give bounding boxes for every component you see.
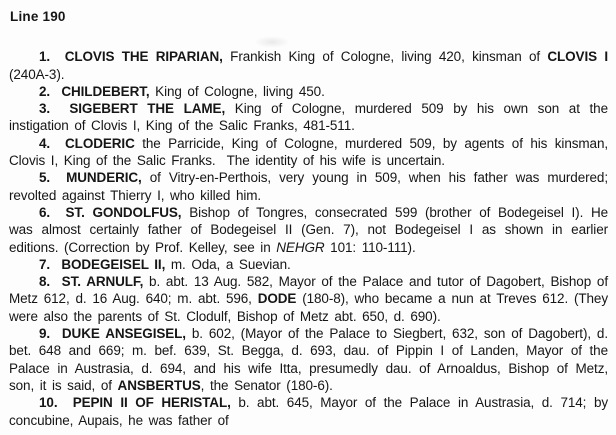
text-run-bold: 7. BODEGEISEL II,: [39, 256, 166, 272]
text-run-normal: (240A-3).: [9, 66, 65, 82]
text-run-normal: b. 602, (Mayor of the Palace to Siegbert, 632, son of Dagobert), d. bet. 648 and 669; m. bef. 639, St. Begga, d. 693, dau. of Pippin I of Landen, Mayor of the Palace in Austrasia, d. 694, and his wife Itta, presumedly dau. of Arnoaldus, Bishop of Metz, son, it is said, of: [9, 326, 608, 393]
text-run-normal: of Vitry-en-Perthois, very young in 509, when his father was murdered; revolted against Thierry I, who killed him.: [9, 170, 608, 203]
text-run-bold: 1. CLOVIS THE RIPARIAN,: [39, 49, 223, 65]
text-run-normal: Bishop of Tongres, consecrated 599 (brother of Bodegeisel I). He was almost certainly father of Bodegeisel II (Gen. 7), not Bodegeisel I as shown in earlier editions. (Correction by Prof. Kelley, see in: [9, 204, 609, 255]
text-run-normal: Frankish King of Cologne, living 420, kinsman of: [222, 49, 548, 65]
text-run-italic: NEHGR: [276, 239, 325, 255]
text-run-bold: DODE: [257, 291, 297, 307]
text-run-bold: ANSBERTUS: [117, 377, 201, 393]
text-run-bold: 4. CLODERIC: [39, 135, 135, 151]
paragraph-10: [9, 394, 608, 429]
paragraph-5: [9, 169, 608, 204]
text-run-bold: 3. SIGEBERT THE LAME,: [39, 101, 226, 117]
text-run-bold: 10. PEPIN II OF HERISTAL,: [39, 395, 231, 411]
text-run-normal: (180-8), who became a nun at Treves 612. (They were also the parents of St. Clodulf, Bishop of Metz abt. 650, d. 690).: [9, 291, 608, 324]
paragraph-4: [9, 135, 608, 170]
text-run-normal: King of Cologne, murdered 509 by his own son at the instigation of Clovis I, King of the Salic Franks, 481-511.: [9, 101, 608, 134]
text-run-normal: m. Oda, a Suevian.: [165, 256, 291, 272]
text-run-normal: , the Senator (180-6).: [200, 377, 333, 393]
text-run-normal: the Parricide, King of Cologne, murdered 509, by agents of his kinsman, Clovis I, King of the Salic Franks. The identity of his wife is uncertain.: [9, 135, 609, 169]
paragraph-9: [9, 325, 608, 394]
text-run-normal: King of Cologne, living 450.: [149, 83, 325, 99]
text-run-normal: 101: 110-111).: [324, 239, 416, 255]
text-run-normal: b. abt. 645, Mayor of the Palace in Austrasia, d. 714; by concubine, Aupais, he was father of: [9, 395, 608, 428]
text-run-bold: 9. DUKE ANSEGISEL,: [39, 326, 186, 342]
text-run-bold: 6. ST. GONDOLFUS,: [39, 204, 182, 220]
page-body: [9, 48, 608, 429]
paragraph-7: [9, 256, 608, 273]
paragraph-1: [9, 48, 608, 83]
text-run-bold: 2. CHILDEBERT,: [39, 83, 150, 99]
paragraph-8: [9, 273, 608, 325]
scan-smudge-artifact: [254, 36, 290, 48]
line-heading: Line 190: [10, 9, 66, 24]
paragraph-2: [9, 83, 608, 100]
text-run-bold: 5. MUNDERIC,: [39, 170, 142, 186]
text-run-bold: 8. ST. ARNULF,: [39, 274, 144, 290]
text-run-normal: b. abt. 13 Aug. 582, Mayor of the Palace and tutor of Dagobert, Bishop of Metz 612, d. 16 Aug. 640; m. abt. 596,: [9, 274, 608, 307]
paragraph-3: [9, 100, 608, 135]
paragraph-6: [9, 204, 608, 256]
text-run-bold: CLOVIS I: [547, 49, 608, 65]
